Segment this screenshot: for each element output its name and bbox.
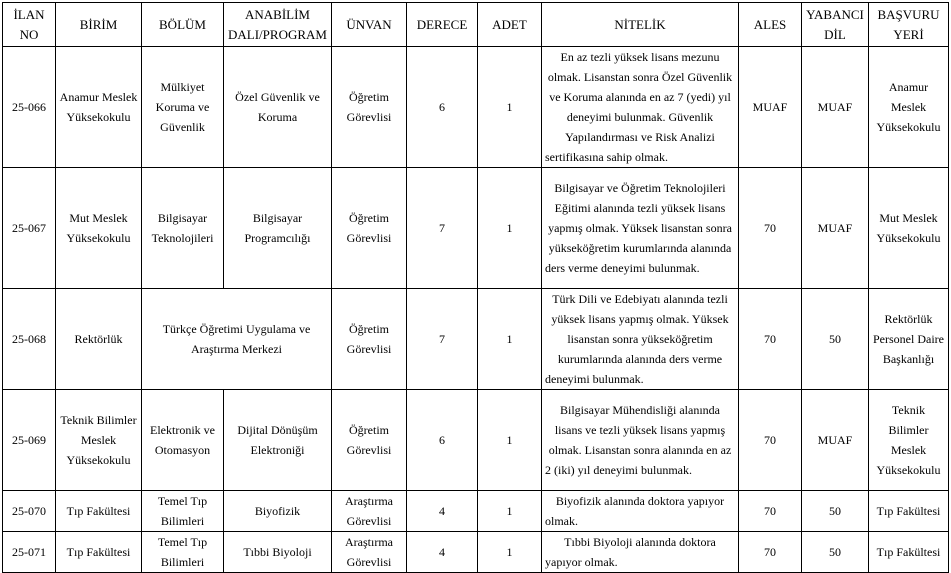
cell-ilan-no: 25-069 [3, 390, 56, 491]
cell-nitelik: Biyofizik alanında doktora yapıyor olmak. [542, 491, 739, 532]
cell-bolum: Mülkiyet Koruma ve Güvenlik [142, 47, 224, 168]
cell-basvuru-yeri: Anamur Meslek Yüksekokulu [869, 47, 949, 168]
cell-derece: 4 [407, 491, 478, 532]
cell-ales: 70 [739, 532, 802, 573]
cell-derece: 4 [407, 532, 478, 573]
cell-birim: Tıp Fakültesi [56, 532, 142, 573]
cell-basvuru-yeri: Rektörlük Personel Daire Başkanlığı [869, 289, 949, 390]
positions-table [2, 2, 949, 573]
cell-ilan-no: 25-068 [3, 289, 56, 390]
cell-adet: 1 [478, 47, 542, 168]
cell-nitelik: Bilgisayar ve Öğretim Teknolojileri Eğitimi alanında tezli yüksek lisans yapmış olmak. Yüksek lisanstan sonra yükseköğretim kurumlarında alanında ders verme deneyimi bulunmak. [542, 168, 739, 289]
cell-adet: 1 [478, 289, 542, 390]
cell-anabilim: Özel Güvenlik ve Koruma [224, 47, 332, 168]
header-birim: BİRİM [56, 3, 142, 47]
cell-anabilim: Biyofizik [224, 491, 332, 532]
cell-adet: 1 [478, 390, 542, 491]
table-row [3, 289, 949, 390]
cell-unvan: Öğretim Görevlisi [332, 47, 407, 168]
cell-ilan-no: 25-067 [3, 168, 56, 289]
cell-basvuru-yeri: Tıp Fakültesi [869, 532, 949, 573]
cell-ilan-no: 25-070 [3, 491, 56, 532]
cell-ilan-no: 25-066 [3, 47, 56, 168]
cell-ales: 70 [739, 289, 802, 390]
table-row [3, 532, 949, 573]
cell-ilan-no: 25-071 [3, 532, 56, 573]
table-row [3, 390, 949, 491]
cell-ales: 70 [739, 390, 802, 491]
header-ilan-no: İLAN NO [3, 3, 56, 47]
header-derece: DERECE [407, 3, 478, 47]
cell-ales: MUAF [739, 47, 802, 168]
cell-derece: 6 [407, 47, 478, 168]
cell-birim: Teknik Bilimler Meslek Yüksekokulu [56, 390, 142, 491]
header-ales: ALES [739, 3, 802, 47]
cell-nitelik: Bilgisayar Mühendisliği alanında lisans ve tezli yüksek lisans yapmış olmak. Lisanstan sonra alanında en az 2 (iki) yıl deneyimi bulunmak. [542, 390, 739, 491]
header-bolum: BÖLÜM [142, 3, 224, 47]
cell-anabilim: Bilgisayar Programcılığı [224, 168, 332, 289]
cell-yabanci-dil: MUAF [802, 47, 869, 168]
cell-yabanci-dil: MUAF [802, 168, 869, 289]
cell-anabilim: Tıbbi Biyoloji [224, 532, 332, 573]
cell-anabilim: Dijital Dönüşüm Elektroniği [224, 390, 332, 491]
header-anabilim: ANABİLİM DALI/PROGRAM [224, 3, 332, 47]
table-row [3, 47, 949, 168]
cell-birim: Rektörlük [56, 289, 142, 390]
cell-birim: Tıp Fakültesi [56, 491, 142, 532]
header-adet: ADET [478, 3, 542, 47]
cell-unvan: Araştırma Görevlisi [332, 532, 407, 573]
cell-unvan: Öğretim Görevlisi [332, 289, 407, 390]
cell-nitelik: En az tezli yüksek lisans mezunu olmak. Lisanstan sonra Özel Güvenlik ve Koruma alanında en az 7 (yedi) yıl deneyimi bulunmak. Güvenlik Yapılandırması ve Risk Analizi sertifikasına sahip olmak. [542, 47, 739, 168]
cell-yabanci-dil: 50 [802, 289, 869, 390]
cell-bolum: Elektronik ve Otomasyon [142, 390, 224, 491]
cell-adet: 1 [478, 491, 542, 532]
cell-yabanci-dil: 50 [802, 491, 869, 532]
cell-adet: 1 [478, 532, 542, 573]
cell-nitelik: Türk Dili ve Edebiyatı alanında tezli yüksek lisans yapmış olmak. Yüksek lisanstan sonra yükseköğretim kurumlarında alanında ders verme deneyimi bulunmak. [542, 289, 739, 390]
cell-basvuru-yeri: Teknik Bilimler Meslek Yüksekokulu [869, 390, 949, 491]
header-row [3, 3, 949, 47]
cell-yabanci-dil: 50 [802, 532, 869, 573]
cell-derece: 7 [407, 168, 478, 289]
cell-bolum: Temel Tıp Bilimleri [142, 532, 224, 573]
cell-yabanci-dil: MUAF [802, 390, 869, 491]
header-nitelik: NİTELİK [542, 3, 739, 47]
header-basvuru-yeri: BAŞVURU YERİ [869, 3, 949, 47]
cell-ales: 70 [739, 168, 802, 289]
cell-derece: 6 [407, 390, 478, 491]
cell-bolum: Temel Tıp Bilimleri [142, 491, 224, 532]
header-unvan: ÜNVAN [332, 3, 407, 47]
cell-unvan: Öğretim Görevlisi [332, 390, 407, 491]
table-row [3, 168, 949, 289]
cell-nitelik: Tıbbi Biyoloji alanında doktora yapıyor olmak. [542, 532, 739, 573]
cell-adet: 1 [478, 168, 542, 289]
cell-birim: Mut Meslek Yüksekokulu [56, 168, 142, 289]
table-row [3, 491, 949, 532]
cell-bolum-merged: Türkçe Öğretimi Uygulama ve Araştırma Merkezi [142, 289, 332, 390]
cell-unvan: Araştırma Görevlisi [332, 491, 407, 532]
cell-bolum: Bilgisayar Teknolojileri [142, 168, 224, 289]
cell-basvuru-yeri: Mut Meslek Yüksekokulu [869, 168, 949, 289]
cell-birim: Anamur Meslek Yüksekokulu [56, 47, 142, 168]
cell-ales: 70 [739, 491, 802, 532]
cell-unvan: Öğretim Görevlisi [332, 168, 407, 289]
cell-basvuru-yeri: Tıp Fakültesi [869, 491, 949, 532]
cell-derece: 7 [407, 289, 478, 390]
header-yabanci-dil: YABANCI DİL [802, 3, 869, 47]
